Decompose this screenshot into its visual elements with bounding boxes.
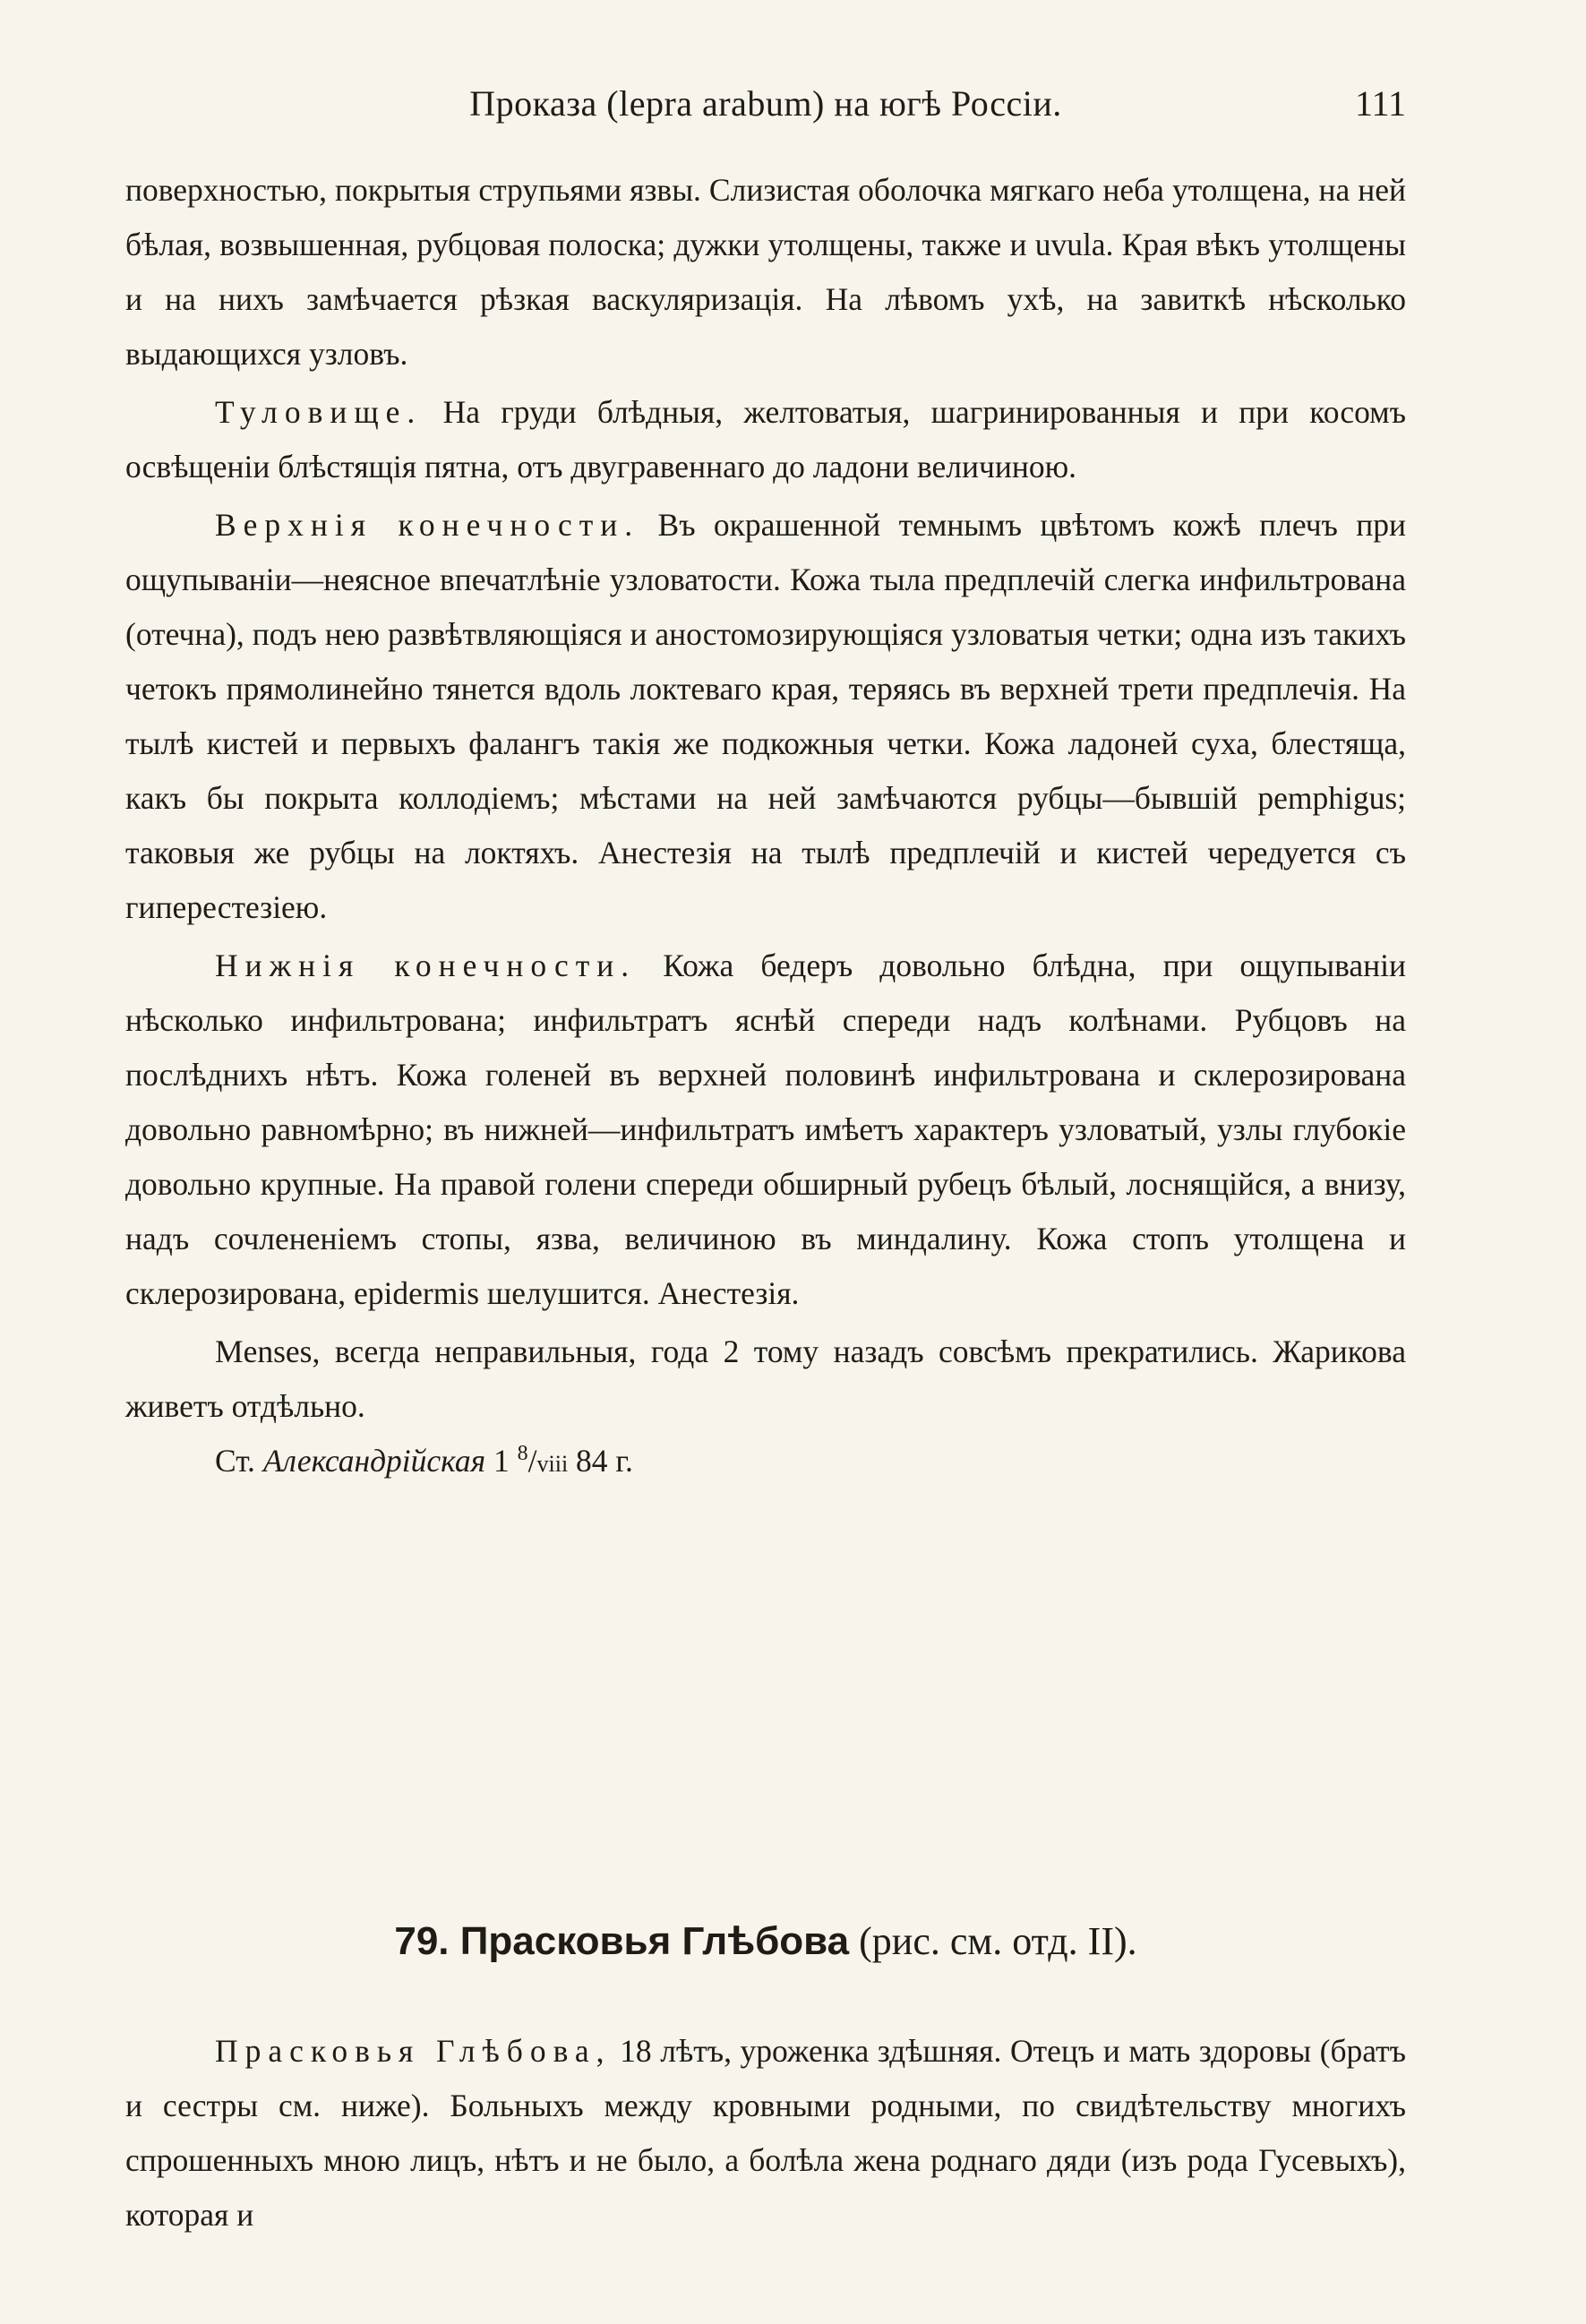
case-body <box>125 2024 1406 2243</box>
signature-place: Александрійская <box>262 1443 486 1479</box>
section-body <box>125 163 1406 1491</box>
case-heading <box>125 1918 1406 1964</box>
patient-name: Прасковья Глѣбова, <box>215 2033 612 2069</box>
upper-limbs-label: Верхнія конечности. <box>215 507 640 543</box>
signature-day: 1 <box>493 1443 510 1479</box>
signature-year: 84 г. <box>576 1443 633 1479</box>
paragraph-lower-limbs <box>125 939 1406 1321</box>
paragraph-case-intro <box>125 2024 1406 2243</box>
lower-limbs-label: Нижнія конечности. <box>215 948 637 983</box>
place-date-signature: Ст. Александрійская 1 $^8$/viii 84 г. <box>215 1442 633 1479</box>
signature-month-roman: viii <box>536 1451 569 1477</box>
lower-limbs-text: Кожа бедеръ довольно блѣдна, при ощупываніи нѣсколько инфильтрована; инфильтратъ яснѣй спереди надъ колѣнами. Рубцовъ на послѣднихъ нѣтъ. Кожа голеней въ верхней половинѣ инфильтрована и склерозирована довольно равномѣрно; въ нижней—инфильтратъ имѣетъ характеръ узловатый, узлы глубокіе довольно крупные. На правой голени спереди обширный рубецъ бѣлый, лоснящійся, а внизу, надъ сочлененіемъ стопы, язва, величиною въ миндалину. Кожа стопъ утолщена и склерозирована, epidermis шелушится. Анестезія. <box>125 948 1406 1311</box>
signature-month: 8 <box>517 1442 528 1466</box>
running-title: Проказа (lepra arabum) на югѣ Россіи. <box>469 83 1062 124</box>
case-title: 79. Прасковья Глѣбова <box>394 1919 850 1963</box>
trunk-text: На груди блѣдныя, желтоватыя, шагринированныя и при косомъ освѣщеніи блѣстящія пятна, отъ двугравеннаго до ладони величиною. <box>125 394 1406 485</box>
upper-limbs-text: Въ окрашенной темнымъ цвѣтомъ кожѣ плечъ при ощупываніи—неясное впечатлѣніе узловатости. Кожа тыла предплечій слегка инфильтрована (отечна), подъ нею развѣтвляющіяся и аностомозирующіяся узловатыя четки; одна изъ такихъ четокъ прямолинейно тянется вдоль локтеваго края, теряясь въ верхней трети предплечія. На тылѣ кистей и первыхъ фалангъ такія же подкожныя четки. Кожа ладоней суха, блестяща, какъ бы покрыта коллодіемъ; мѣстами на ней замѣчаются рубцы—бывшій pemphigus; таковыя же рубцы на локтяхъ. Анестезія на тылѣ предплечій и кистей чередуется съ гиперестезіею. <box>125 507 1406 925</box>
paragraph-intro: поверхностью, покрытыя струпьями язвы. Слизистая оболочка мягкаго неба утолщена, на ней бѣлая, возвышенная, рубцовая полоска; дужки утолщены, также и uvula. Края вѣкъ утолщены и на нихъ замѣчается рѣзкая васкуляризація. На лѣвомъ ухѣ, на завиткѣ нѣсколько выдающихся узловъ. <box>125 172 1406 372</box>
case-intro-text: 18 лѣтъ, уроженка здѣшняя. Отецъ и мать здоровы (братъ и сестры см. ниже). Больныхъ между кровными родными, по свидѣтельству многихъ спрошенныхъ мною лицъ, нѣтъ и не было, а болѣла жена роднаго дяди (изъ рода Гусевыхъ), которая и <box>125 2033 1406 2233</box>
page-number: 111 <box>1354 83 1406 124</box>
paragraph-upper-limbs <box>125 498 1406 935</box>
signature-prefix: Ст. <box>215 1443 255 1479</box>
paragraph-trunk <box>125 385 1406 494</box>
trunk-label: Туловище. <box>215 394 423 430</box>
case-note: (рис. см. отд. II). <box>859 1919 1137 1963</box>
paragraph-menses: Menses, всегда неправильныя, года 2 тому назадъ совсѣмъ прекратились. Жарикова живетъ отдѣльно. <box>125 1334 1406 1424</box>
running-head <box>125 82 1406 133</box>
